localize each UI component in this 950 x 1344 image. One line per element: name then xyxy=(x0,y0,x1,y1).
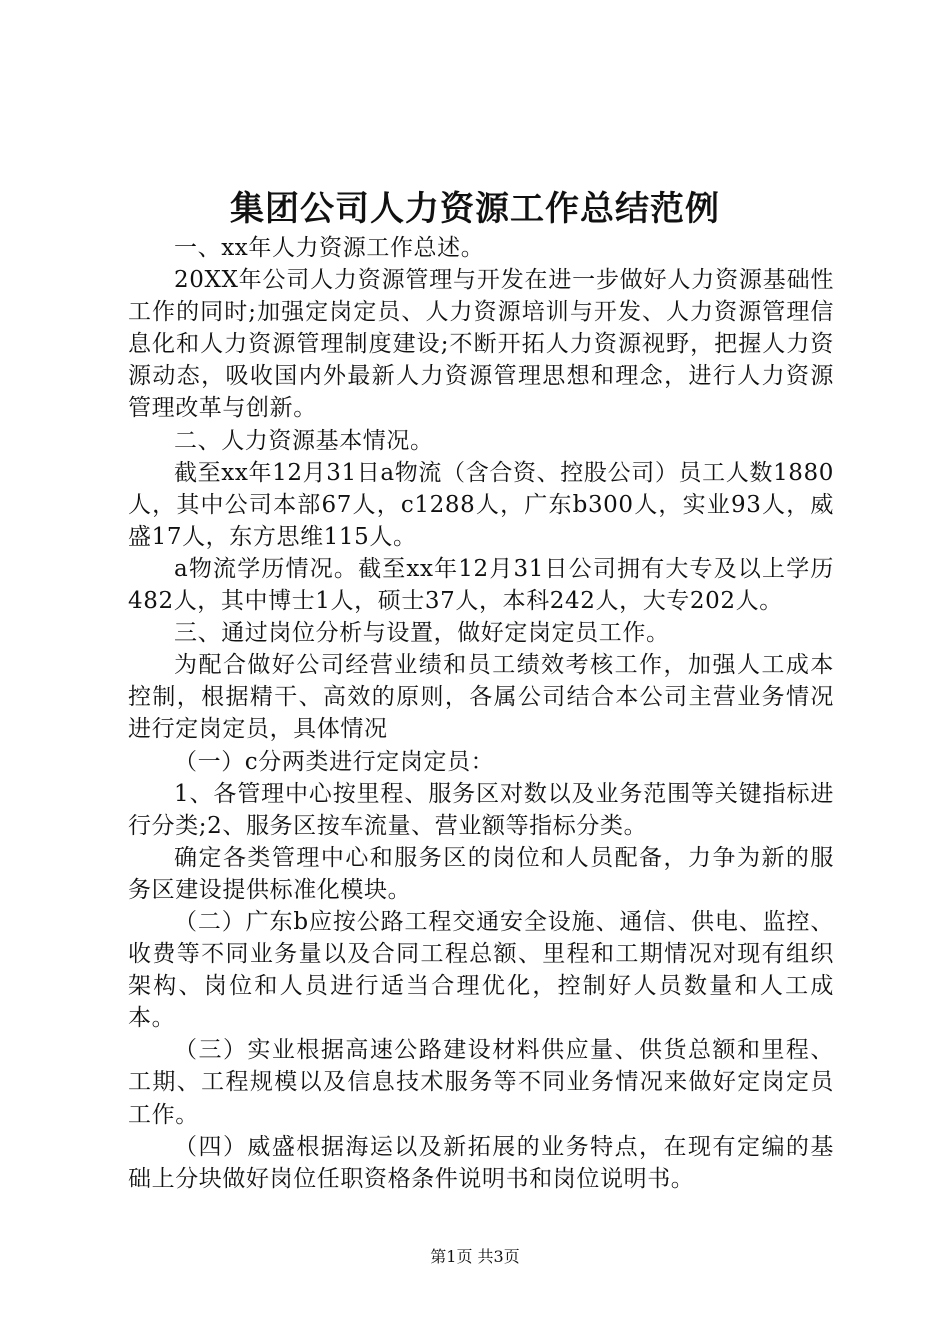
sub-paragraph-4: （四）威盛根据海运以及新拓展的业务特点，在现有定编的基础上分块做好岗位任职资格条件说明书和岗位说明书。 xyxy=(128,1133,834,1192)
paragraph: 20XX年公司人力资源管理与开发在进一步做好人力资源基础性工作的同时;加强定岗定员、人力资源培训与开发、人力资源管理信息化和人力资源管理制度建设;不断开拓人力资源视野，把握人力资源动态，吸收国内外最新人力资源管理思想和理念，进行人力资源管理改革与创新。 xyxy=(128,267,834,422)
section-heading-2: 二、人力资源基本情况。 xyxy=(174,427,434,454)
document-body xyxy=(128,232,834,1195)
paragraph: 为配合做好公司经营业绩和员工绩效考核工作，加强人工成本控制，根据精干、高效的原则，各属公司结合本公司主营业务情况进行定岗定员，具体情况 xyxy=(128,652,834,743)
paragraph: a物流学历情况。截至xx年12月31日公司拥有大专及以上学历482人，其中博士1人，硕士37人，本科242人，大专202人。 xyxy=(128,555,834,615)
section-heading-3: 三、通过岗位分析与设置，做好定岗定员工作。 xyxy=(174,620,670,647)
paragraph: 截至xx年12月31日a物流（含合资、控股公司）员工人数1880人，其中公司本部67人，c1288人，广东b300人，实业93人，威盛17人，东方思维115人。 xyxy=(128,459,834,550)
paragraph: 1、各管理中心按里程、服务区对数以及业务范围等关键指标进行分类;2、服务区按车流量、营业额等指标分类。 xyxy=(128,780,834,839)
page-total: 共3页 xyxy=(477,1247,520,1266)
page-footer xyxy=(0,1246,950,1268)
document-title: 集团公司人力资源工作总结范例 xyxy=(230,189,720,229)
sub-paragraph-3: （三）实业根据高速公路建设材料供应量、供货总额和里程、工期、工程规模以及信息技术服务等不同业务情况来做好定岗定员工作。 xyxy=(128,1037,834,1128)
paragraph: 确定各类管理中心和服务区的岗位和人员配备，力争为新的服务区建设提供标准化模块。 xyxy=(128,844,834,903)
section-heading-1: 一、xx年人力资源工作总述。 xyxy=(174,235,485,261)
sub-paragraph-2: （二）广东b应按公路工程交通安全设施、通信、供电、监控、收费等不同业务量以及合同工程总额、里程和工期情况对现有组织架构、岗位和人员进行适当合理优化，控制好人员数量和人工成本。 xyxy=(128,908,834,1032)
sub-heading-1: （一）c分两类进行定岗定员： xyxy=(174,748,495,775)
page-number: 第1页 xyxy=(430,1247,473,1266)
